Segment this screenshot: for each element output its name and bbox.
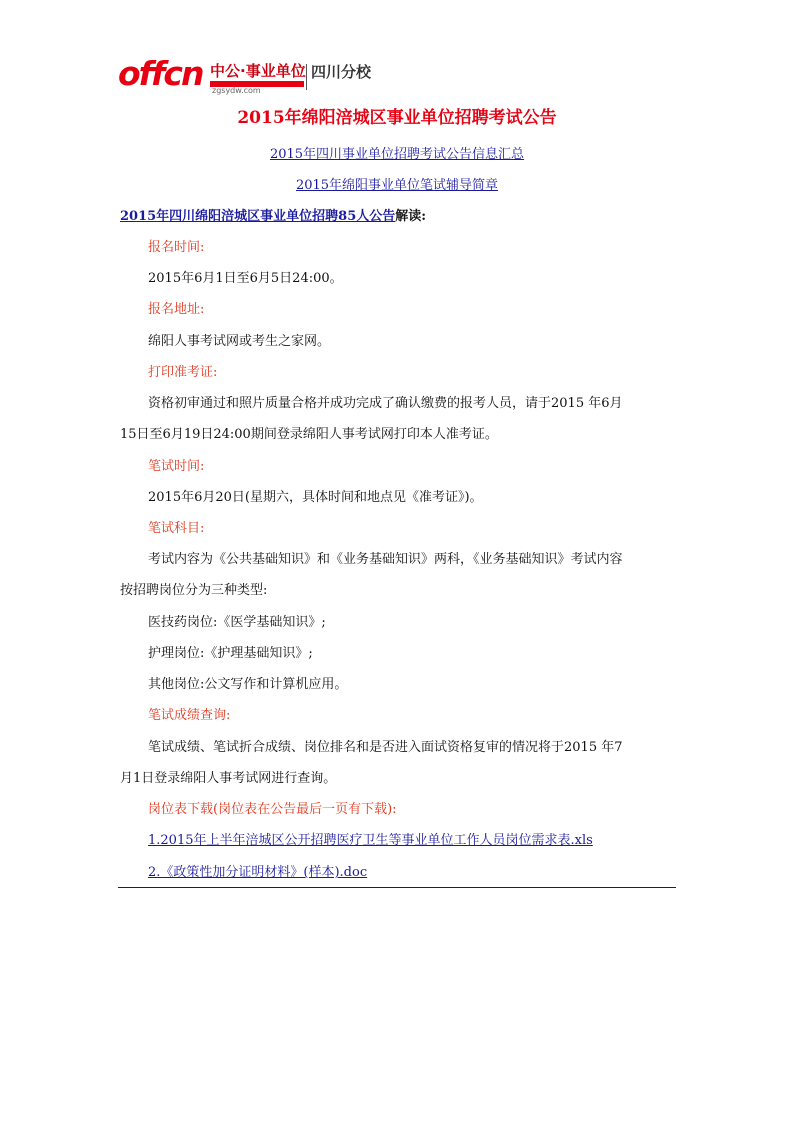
page-title: 2015年绵阳涪城区事业单位招聘考试公告: [237, 108, 557, 128]
summary-link[interactable]: 2015年四川事业单位招聘考试公告信息汇总: [269, 147, 525, 162]
subject-label: 笔试科目:: [148, 521, 205, 536]
print-label: 打印准考证:: [148, 365, 218, 380]
download-link-xls[interactable]: 1.2015年上半年涪城区公开招聘医疗卫生等事业单位工作人员岗位需求表.xls: [148, 833, 593, 848]
divider: [118, 887, 676, 888]
reg-time-label: 报名时间:: [148, 240, 205, 255]
score-text-2: 月1日登录绵阳人事考试网进行查询。: [120, 771, 337, 786]
logo-separator: [306, 64, 307, 90]
logo-mark: offcn: [118, 54, 203, 93]
exam-time-text: 2015年6月20日(星期六，具体时间和地点见《准考证》)。: [148, 490, 483, 505]
score-label: 笔试成绩查询:: [148, 708, 231, 723]
print-text-1: 资格初审通过和照片质量合格并成功完成了确认缴费的报考人员，请于2015 年6月: [148, 396, 623, 411]
offcn-logo[interactable]: [118, 54, 378, 96]
logo-branch: 四川分校: [311, 63, 372, 81]
score-text-1: 笔试成绩、笔试折合成绩、岗位排名和是否进入面试资格复审的情况将于2015 年7: [148, 740, 623, 755]
reg-addr-text: 绵阳人事考试网或考生之家网。: [148, 334, 331, 349]
download-label: 岗位表下载(岗位表在公告最后一页有下载):: [148, 802, 397, 817]
intro-line: [120, 207, 426, 227]
print-text-2: 15日至6月19日24:00期间登录绵阳人事考试网打印本人准考证。: [120, 427, 498, 442]
reg-addr-label: 报名地址:: [148, 302, 205, 317]
guide-link[interactable]: 2015年绵阳事业单位笔试辅导简章: [295, 178, 499, 193]
subject-text-1: 考试内容为《公共基础知识》和《业务基础知识》两科，《业务基础知识》考试内容: [148, 552, 623, 567]
logo-url: zgsydw.com: [212, 86, 261, 95]
subject-nursing: 护理岗位:《护理基础知识》;: [148, 646, 313, 661]
intro-suffix: 解读:: [395, 209, 427, 224]
announcement-link[interactable]: 2015年四川绵阳涪城区事业单位招聘85人公告: [120, 209, 396, 224]
subject-other: 其他岗位:公文写作和计算机应用。: [148, 677, 348, 692]
subject-medical: 医技药岗位:《医学基础知识》;: [148, 615, 326, 630]
subject-text-2: 按招聘岗位分为三种类型:: [120, 583, 268, 598]
download-link-doc[interactable]: 2.《政策性加分证明材料》(样本).doc: [148, 865, 368, 880]
logo-brand: 中公·事业单位: [210, 62, 306, 80]
reg-time-text: 2015年6月1日至6月5日24:00。: [148, 271, 343, 286]
exam-time-label: 笔试时间:: [148, 459, 205, 474]
